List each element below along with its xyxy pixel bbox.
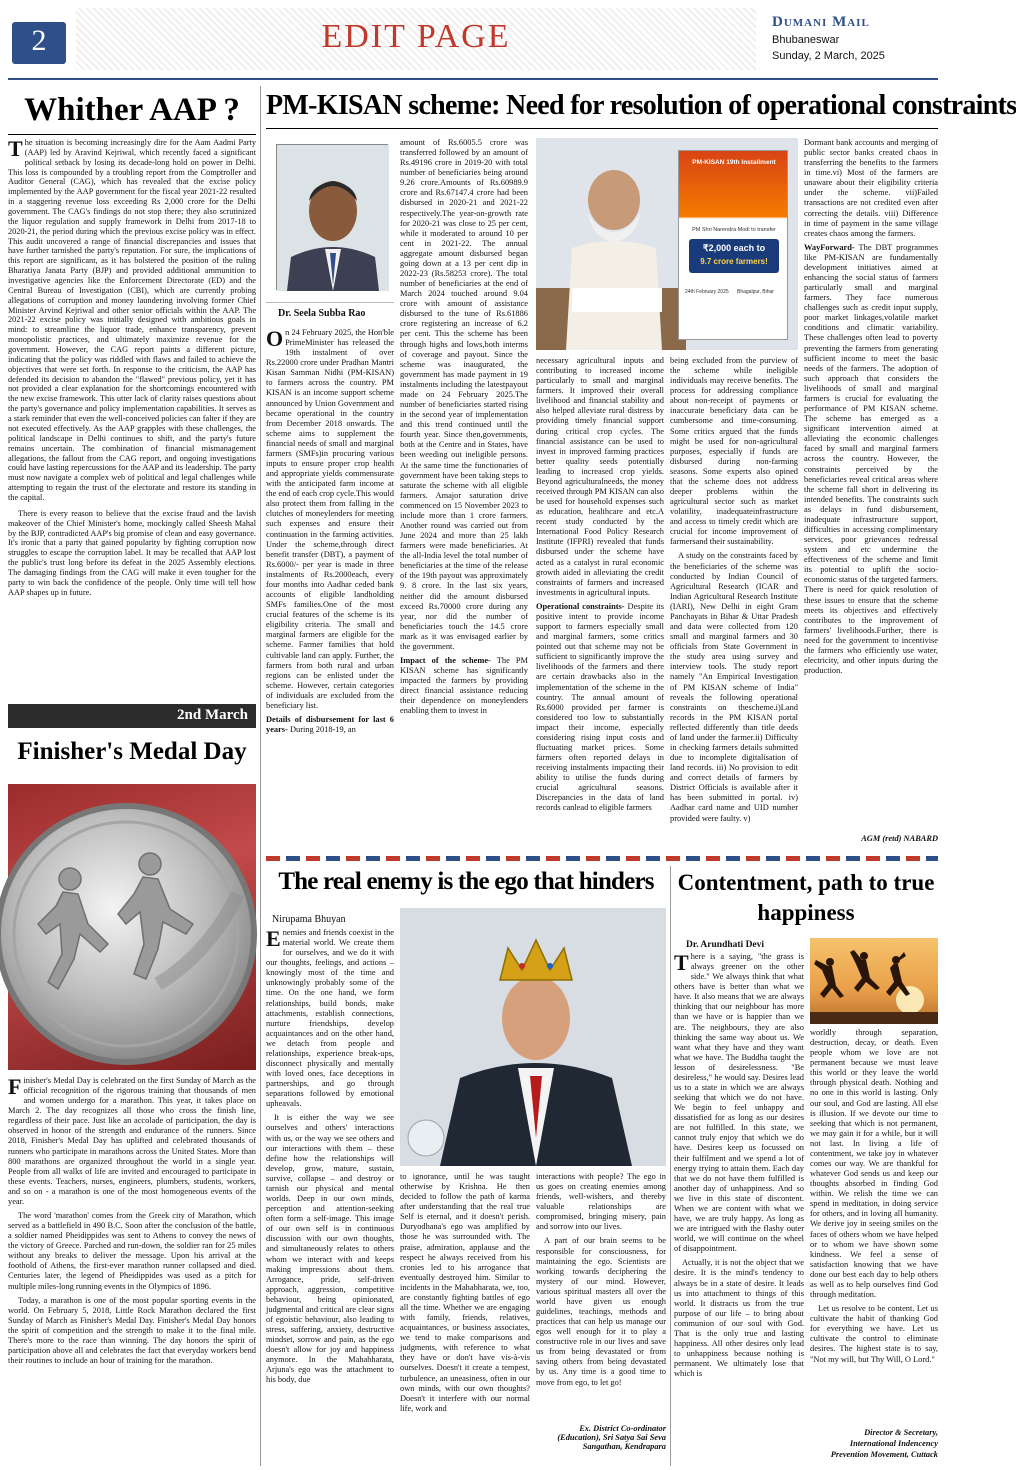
medal-article bbox=[8, 704, 256, 1466]
aap-paragraph-2: There is every reason to believe that the excise fraud and the lavish makeover of the Chief Minister's home, mockingly called Sheesh Mahal by the BJP, contradicted AAP's big promise of clean and easy governance. It's ironic that a party that gained popularity by fighting corruption now struggles to escape the corruption label. It may be recalled that AAP lost the public's trust long before its defeat in the 2025 Assembly elections. The damaging findings from the CAG will make it even tougher for the party to win back the confidence of the people. Only time will tell how AAP shapes up in future. bbox=[8, 508, 256, 597]
author-rule bbox=[266, 302, 394, 303]
happy-col-2-text: worldly through separation, destruction, decay, or death. Even people whom we love are not permanent because we must leave this world or they leave the world through physical death. Nothing and no one in this world is lasting. Only our soul, and God are lasting. All else is illusion. If we devote our time to seeking that which is not permanent, we may gain it for a while, but it will not last. In living a life of contentment, we take joy in whatever comes our way. We are thankful for whatever God sends us and keep our thoughts absorbed in finding God within. We relish the time we can spend in meditation, in doing service for others, and in loving all humanity. We derive joy in seeing smiles on the faces of others whom we have helped or to whom we have shown some kindness. We feel a sense of satisfaction knowing that we have done our best each day to help others as well as to help ourselves find God through meditation. bbox=[810, 1028, 938, 1300]
ego-col-1 bbox=[266, 928, 394, 1466]
happy-photo bbox=[810, 938, 938, 1024]
pmkisan-col-2-text: amount of Rs.6005.5 crore was transferred followed by an amount of Rs.49196 crore in 2019-20 with total number of beneficiaries being around 9.26 crore.Amounts of Rs.60989.9 crore and Rs.67147.4 crore had been disbursed in 2020-21 and 2021-22 respectively.The year-on-growth rate for 2020-21 was close to 25 per cent, while it moderated to around 10 per cent in 2021-22. The annual aggregate amount disbursed began going down at a 13 per cent dip in 2022-23 (Rs.58253 crore). The total number of beneficiaries at the end of March 2024 touched around 9.04 crore with amount of assistance disbursed to the tune of Rs.61886 crore registering an increase of 6.2 per cent. This the scheme has been through highs and lows,both interms of coverage and payout. Since the scheme was inaugurated, the government has made payment in 19 instalments including the latestpayout made on 24 February 2025.The number of beneficiaries started rising in the second year of implementation and this trend continued until the fourth year. Since then,governments, both at the Centre and in States, have been weeding out ineligible persons. At the same time the functionaries of government have been taking steps to saturate the scheme with all eligible farmers. Amajor saturation drive commenced on 15 November 2023 to include more than 1 crore farmers. Another round was carried out from June 2024 and more than 25 lakh farmers were made beneficiaries. At the all-India level the total number of beneficiaries at the time of the release of the 19th payout was approximately 9. 8 crore. In the last six years, neither did the amount disbursed exceed Rs.70000 crore during any year, nor did the number of beneficiaries touch the 14.5 crore mark as it was envisaged earlier by the government. bbox=[400, 138, 528, 651]
left-column-divider bbox=[260, 86, 261, 1466]
aap-body bbox=[8, 138, 256, 698]
happy-col-1-text: here is a saying, "the grass is always greener on the other side." We always think that what others have is better than what we have. It also means that we are always thinking that our neighbour has more than we have or is happier than we are. The neighbours, they are also thinking the same way about us. We want what they have and they want what we have. The Buddha taught the lesson of desirelessness. "Be desireless," he would say. Desires lead us to a state in which we are always seeking that which we do not have. We begin to feel unhappy and dissatisfied for as long as our desires are not fulfilled. In this state, we cannot truly enjoy that which we do have. Desires keep us focussed on their fulfilment and we spend a lot of energy trying to attain them. Each day that we do not have them fulfilled is another day of unhappiness. And so we live in this state of discontent. When we are content with what we have, we are truly happy. As long as we are intrigued with the flashy outer world, we will continue on the wheel of disappointment. bbox=[674, 952, 804, 1254]
crowned-man-illustration bbox=[400, 908, 666, 1166]
ego-col-2 bbox=[400, 1172, 530, 1466]
pmkisan-col-2 bbox=[400, 138, 528, 856]
pmkisan-col-4-p2: A study on the constraints faced by the beneficiaries of the scheme was conducted by Indian Council of Agricultural Research (ICAR and Indian Agricultural Research Institute (IARI), New Delhi in eight Gram Panchayats in Bihar & Uttar Pradesh and data were collected from 120 small and marginal farmers and 30 officials from State Government in the study area using survey and interview tools. The study report namely "An Empirical Investigation of PM KISAN scheme of India" reveals the following operational constraints on thescheme.i)Land records in the PM KISAN portal reflected differently than title deeds of land under the farmer.ii) Difficulty in checking farmers details submitted due to incomplete digitalisation of land records. iii) No provision to edit and correct details of farmers by District Officials is available after it has been submitted in portal. iv) Aadhar card name and UID number provided were faulty. v) bbox=[670, 551, 798, 823]
pmkisan-col-2-end: The PM KISAN scheme has significantly impacted the farmers by providing direct financial assistance reducing their dependence on moneylenders enabling them to invest in bbox=[400, 655, 528, 716]
author-portrait bbox=[277, 145, 389, 291]
happy-col-2 bbox=[810, 1028, 938, 1424]
medal-drop-cap: F bbox=[8, 1074, 22, 1099]
aap-drop-cap: T bbox=[8, 136, 23, 161]
happy-credit-2: International Indencency bbox=[849, 1439, 938, 1448]
ego-photo bbox=[400, 908, 666, 1166]
pmkisan-article bbox=[266, 86, 1016, 856]
happy-col-1 bbox=[674, 952, 804, 1466]
pmkisan-sub-constraints: Operational constraints- bbox=[536, 601, 625, 611]
aap-headline-rule bbox=[8, 134, 256, 135]
aap-headline: Whither AAP ? bbox=[24, 92, 240, 128]
aap-editorial bbox=[8, 86, 256, 700]
ego-drop-cap: E bbox=[266, 926, 281, 951]
ego-credit: Ex. District Co-ordinator (Education), Sri Satya Sai Seva Sangathan, Kendrapara bbox=[557, 1424, 666, 1451]
pmkisan-col-1-text: n 24 February 2025, the Hon'ble PrimeMinister has released the 19th instalment of over Rs.22000 crore under Pradhan Mantri Kisan Samman Nidhi (PM-KISAN) to farmers across the country. PM KISAN is an income support scheme announced by Union Government and became operational in the country from December 2018 onwards. The scheme aims to supplement the financial needs of small and marginal farmers (SMFs)in procuring various inputs to ensure proper crop health and appropriate yields commensurate with the anticipated farm income at the end of each crop cycle.This would also protect them from falling in the clutches of moneylenders for meeting such expenses and ensure their continuation in the farming activities. Under the scheme,through direct benefit transfer (DBT), a payment of Rs.6000/- per year is made in three instalments of Rs.2000each, every four months into Aadhar ceded bank accounts of eligible landholding SMFs families.One of the most crucial features of the scheme is its eligibility criteria. The small and marginal farmers are eligible for the scheme. Farmer families that hold cultivable land can apply. Further, the farmers from both rural and urban regions can be enlisted under the scheme. However, certain categories of individuals are excluded from the beneficiary list. bbox=[266, 328, 394, 710]
ego-col-3 bbox=[536, 1172, 666, 1422]
medal-photo bbox=[8, 784, 256, 1070]
section-divider bbox=[266, 856, 938, 861]
pmkisan-col-3 bbox=[536, 356, 664, 856]
happy-author: Dr. Arundhati Devi bbox=[686, 940, 765, 950]
pmkisan-drop-cap: O bbox=[266, 326, 284, 351]
pmkisan-col-3-text: necessary agricultural inputs and contributing to increased income particularly to small and marginal farmers. It improved their overall livelihood and financial stability and also helped alleviate rural distress by providing timely financial support during critical crop cycles. The financial assistance can be used to invest in improved farming practices better quality seeds potentially leading to increased crop yields. Beyond agriculturalneeds, the money received through PM KISAN can also be used for household expenses such as education, healthcare and etc.A recent study conducted by the International Food Policy Research Institute (IFPRI) revealed that funds disbursed under the scheme have acted as a catalyst in rural economic growth aided in alleviating the credit constraints of farmers and increased investments in agricultural inputs. bbox=[536, 356, 664, 597]
pmkisan-col-4-text: being excluded from the purview of the scheme while ineligible individuals may receive benefits. The process for addressing compliance about non-receipt of payments or inaccurate beneficiary data can be cumbersome and time-consuming. Some critics argued that the funds might be used for non-agricultural purposes, especially if funds are disbursed during non-farming seasons. Some experts also opined that the scheme does not address deeper problems within the agricultural sector such as market volatility, inadequateinfrastructure and access to timely credit which are crucial for income improvement of farmersand their sustainability. bbox=[670, 356, 798, 547]
medal-paragraph-1: inisher's Medal Day is celebrated on the first Sunday of March as the official recognition of the rigorous training that thousands of men and women undergo for a marathon. This year, it takes place on March 2. The day recognizes all those who cross the finish line, regardless of their pace. Just like an accolade of participation, the day is observed in honor of the strength and endurance of the runners. Since 2018, Finisher's Medal Day has uplifted and celebrated thousands of runners who participate in marathons across the United States. More than 800 marathons are organized throughout the world in a single year. People from all walks of life are invited and encouraged to participate in these events. Teachers, nurses, engineers, plumbers, students, workers, and so on - a marathon is one of the most homogeneous events of the year. bbox=[8, 1076, 256, 1206]
happy-drop-cap: T bbox=[674, 950, 689, 975]
ego-col-1-text: nemies and friends coexist in the material world. We create them for ourselves, and we do it with our thoughts, feelings, and actions – knowingly most of the time and unknowingly probably some of the time. On the one hand, we form relationships, build bonds, make attachments, establish connections, nurture friendships, develop acquaintances and on the other hand, we detach from people and relationships, experience break-ups, disconnect physically and mentally with loved ones, face deceptions in partnerships, and go through separations followed by emotional upheavals. bbox=[266, 928, 394, 1109]
pmkisan-sub-wayforward: WayForward- bbox=[804, 242, 855, 252]
pmkisan-col-4 bbox=[670, 356, 798, 856]
pmkisan-sub-disbursement: Details of disbursement for last 6 years- bbox=[266, 714, 394, 735]
pmkisan-col-5-end: The DBT programmes like PM-KISAN are fundamentally development initiatives aimed at enhancing the social status of farmers particularly small and marginal farmers. They face numerous challenges such as credit input supply, poor market linkages,volatile market conditions and climatic variability. These challenges often lead to poverty preventing the farmers from generating sufficient income to meet the basic needs of the farmers. The adoption of such approach that considers the livelihoods of small and marginal farmers is crucial for evaluating the performance of PM KISAN scheme. The scheme has emerged as a significant intervention aimed at alleviating the economic challenges faced by small and marginal farmers across the country. However, the constraints perceived by the beneficiaries reveal critical areas where the scheme fall short in delivering its intended benefits. The constraints such as delays in fund disbursement, inadequate infrastructure support, difficulties in accessing complimentary services, poor grievances redressal system and etc undermine the effectiveness of the scheme and limit its potential to uplift the socio-economic status of the targeted farmers. There is need for quick resolution of these issues to ensure that the scheme meets its objectives and effectively contributes to the improvement of farmers' livelihoods.Further, there is need for the government to incentivise the farmers who efficiently use water, electricity, and other inputs during the production. bbox=[804, 242, 938, 676]
banner-date: 24th February 2025 bbox=[685, 289, 729, 295]
medal-body bbox=[8, 1076, 256, 1466]
happy-col-1-p2: Actually, it is not the object that we desire. It is the mind's tendency to always be in a state of desire. It leads us into attachment to things of this world. It distracts us from the true purpose of our life – to bring about communion of our soul with God. That is the only true and lasting happiness. All other desires only lead to unhappiness because nothing is permanent. We ultimately lose that which is bbox=[674, 1258, 804, 1379]
masthead-rule bbox=[8, 78, 938, 80]
medal-paragraph-3: Today, a marathon is one of the most popular sporting events in the world. On February 5, 2018, Little Rock Marathon declared the first Sunday of March as Finisher's Medal Day. Finisher's Medal Day honors the spirit of competition and the strength to make it to the final mile. There's more to the race than winning. The day honors the spirit of participation above all and celebrates the fact that everyday workers bend their routines to include an hour of training for the marathon. bbox=[8, 1295, 256, 1366]
ego-col-1-p2: It is either the way we see ourselves and others' interactions with us, or the way we see others and our interactions with them – these define how the relationships will develop, grow, mature, sustain, survive, collapse – and destroy or tarnish our physical and mental worlds. Deep in our own minds, perception and attention-seeking often form a self-image. This image of our own self is in continuous discussion with our own thoughts, and simultaneously relates to others whom we interact with and keeps making impressions about them. Arrogance, pride, self-driven approach, aggression, competitive behaviour, being opinionated, judgmental and critical are clear signs of egoistic behaviour, also leading to stress, suffering, anxiety, destructive mindset, sorrow and pain, as the ego doesn't allow for joy and happiness anymore. In the Mahabharata, Arjuna's ego was the attachment to his body, due bbox=[266, 1113, 394, 1385]
happy-credit-3: Prevention Movement, Cuttack bbox=[830, 1450, 938, 1459]
pmkisan-sub-impact: Impact of the scheme- bbox=[400, 655, 491, 665]
ego-col-3-text: interactions with people? The ego in us goes on creating enemies among friends, well-wishers, and thereby valuable relationships are compromised, bringing misery, pain and sorrow into our lives. bbox=[536, 1172, 666, 1232]
banner-place: Bhagalpur, Bihar bbox=[737, 289, 774, 295]
happy-credit-1: Director & Secretary, bbox=[864, 1428, 938, 1437]
section-title: EDIT PAGE bbox=[321, 18, 511, 55]
author-photo bbox=[276, 144, 388, 290]
ego-col-2-text: to ignorance, until he was taught otherwise by Krishna. He then decided to follow the path of karma after understanding that the real true Self is eternal, and it doesn't perish. Duryodhana's ego was amplified by those he was surrounded with. The praise, admiration, applause and the respect he always received from his cronies led to his arrogance that eventually destroyed him. Similar to incidents in the Mahabharata, we, too, are constantly fighting battles of ego all the time. Whether we are engaging with family, friends, relatives, acquaintances, or business associates, we tend to make comparisons and judgments, with reference to what they have or don't have vis-à-vis ourselves. Doesn't it create a tempest, turbulence, an uneasiness, often in our own minds, with our own thoughts? Doesn't it interfere with our normal life, work and bbox=[400, 1172, 530, 1413]
ego-headline: The real enemy is the ego that hinders bbox=[278, 868, 654, 895]
ego-happy-divider bbox=[670, 866, 671, 1466]
happy-col-2-p2: Let us resolve to be content. Let us cultivate the habit of thanking God for everything we have. Let us cultivate the control to eliminate desires. The highest state is to say, "Not my will, but Thy Will, O Lord." bbox=[810, 1304, 938, 1364]
pmkisan-headline: PM-KISAN scheme: Need for resolution of operational constraints bbox=[266, 90, 1016, 121]
pmkisan-credit: AGM (retd) NABARD bbox=[861, 834, 938, 843]
medal-headline: Finisher's Medal Day bbox=[17, 738, 247, 765]
page-number: 2 bbox=[31, 24, 47, 57]
pmkisan-col-5 bbox=[804, 138, 938, 832]
pmkisan-col-3-end: Despite its positive intent to provide income support to farmers especially small and marginal farmers, some critics pointed out that scheme may not be sufficient to significantly improve the livelihoods of the farmers and there are certain drawbacks also in the implementation of the scheme in the country. The annual amount of Rs.6000 provided per farmer is considered too low to substantially impact their income, especially considering rising input costs and fluctuating market prices. Some farmers often reported delays in receiving instalments impacting their ability to utilise the funds during crucial agricultural seasons. Discrepancies in the data of land records canlead to eligible farmers bbox=[536, 601, 665, 813]
aap-paragraph-1: he situation is becoming increasingly dire for the Aam Aadmi Party (AAP) led by Aravind Kejriwal, which recently faced a significant political setback by losing its decade-long hold on power in Delhi. This loss is compounded by a troubling report from the Comptroller and Auditor General (CAG), which has revealed that the excise policy implemented by the AAP government for the fiscal year 2021-22 resulted in a staggering revenue loss exceeding Rs 2,000 crore for the Delhi government. The CAG's findings do not stop there; they also scrutinized the liquor regulation and supply framework in Delhi from 2017-18 to 2020-21, the period during which the previous excise policy was in effect. This audit uncovered a range of financial discrepancies and issues that have further tarnished the party's reputation. For sure, the implications of this report are significant, as it has bolstered the position of the ruling Bharatiya Janata Party (BJP) and provided additional ammunition to investigative agencies like the Enforcement Directorate (ED) and the Central Bureau of Investigation (CBI), which are currently probing allegations of corruption and money laundering involving former Chief Minister Arvind Kejriwal and other senior officials within the AAP. The 2021-22 excise policy was initially designed with ambitious goals in mind: to streamline the liquor trade, enhance transparency, prevent monopolistic practices, and ultimately maximize revenue for the government. However, the CAG report paints a different picture, indicating that the policy was riddled with flaws and failed to achieve the objectives that were set forth. In response to the criticism, the AAP has defended its decision to abandon the "flawed" previous policy, yet it has not provided a clear explanation for the shortcomings encountered with the new excise framework. This utter lack of clarity raises questions about the party's governance and policy implementation capabilities. It serves as a stark reminder that even the well-conceived policies can falter if they are not executed effectively. As the AAP grapples with these challenges, the political landscape in Delhi continues to shift, and the party's future remains uncertain. The combination of financial mismanagement allegations, the fallout from the CAG report, and ongoing investigations could have lasting repercussions for the AAP and its leadership. The party must now navigate a complex web of political and legal challenges while attempting to regain the trust of the electorate and restore its standing in the capital. bbox=[8, 138, 256, 502]
pmkisan-headline-rule bbox=[266, 128, 938, 129]
banner-line-3: 9.7 crore farmers! bbox=[700, 257, 768, 266]
pmkisan-banner-card bbox=[678, 150, 788, 340]
pmkisan-col-1 bbox=[266, 328, 394, 856]
edition-city: Bhubaneswar bbox=[772, 34, 840, 46]
banner-line-2: ₹2,000 each to bbox=[702, 243, 766, 253]
pmkisan-col-1-end: During 2018-19, an bbox=[287, 725, 356, 735]
paper-name: Dumani Mail bbox=[772, 14, 870, 30]
banner-line-1: PM Shri Narendra Modi to transfer bbox=[692, 227, 776, 233]
jumping-people-illustration bbox=[810, 938, 938, 1024]
ego-author: Nirupama Bhuyan bbox=[272, 914, 346, 925]
medal-date-banner: 2nd March bbox=[177, 707, 248, 723]
banner-title: PM-KISAN 19th Installment bbox=[692, 159, 776, 166]
edition-date: Sunday, 2 March, 2025 bbox=[772, 50, 885, 62]
medal-illustration bbox=[8, 784, 256, 1070]
ego-col-3-p2: A part of our brain seems to be responsible for consciousness, for maintaining the ego. Scientists are working towards deciphering the mystery of our mind. However, various spiritual masters all over the world have given us enough guidelines, teachings, methods and practices that can help us manage our egos well enough for it to play a constructive role in our lives and save us from being devastated or from saving others from being devastated by us. Any time is a good time to move from ego, to let go! bbox=[536, 1236, 666, 1387]
ego-article bbox=[266, 866, 666, 1466]
pmkisan-col-5-text: Dormant bank accounts and merging of public sector banks created chaos in transferring the benefits to the farmers in time.vi) Most of the farmers are unaware about their eligibility criteria under the scheme. vii)Failed transactions are not credited even after correcting the details. viii) Difference in time of payment in the same village creates chaos among the farmers. bbox=[804, 138, 938, 238]
masthead bbox=[0, 0, 945, 80]
pmkisan-author: Dr. Seela Subba Rao bbox=[278, 308, 366, 319]
happy-headline: Contentment, path to true happiness bbox=[677, 870, 935, 925]
medal-paragraph-2: The word 'marathon' comes from the Greek city of Marathon, which served as a battlefield in 490 B.C. Soon after the conclusion of the battle, a soldier named Pheidippides was sent to Athens to convey the news of the victory of Greece. Parched and run-down, the soldier ran for 25 miles without any breaks to deliver the message. Upon his arrival at the foothold of Athens, the first-ever marathon runner collapsed and died. Centuries later, the legend of Pheidippides was used as a pitch for multiple miles-long running events in the Olympics of 1896. bbox=[8, 1211, 256, 1291]
happy-article bbox=[674, 866, 938, 1466]
